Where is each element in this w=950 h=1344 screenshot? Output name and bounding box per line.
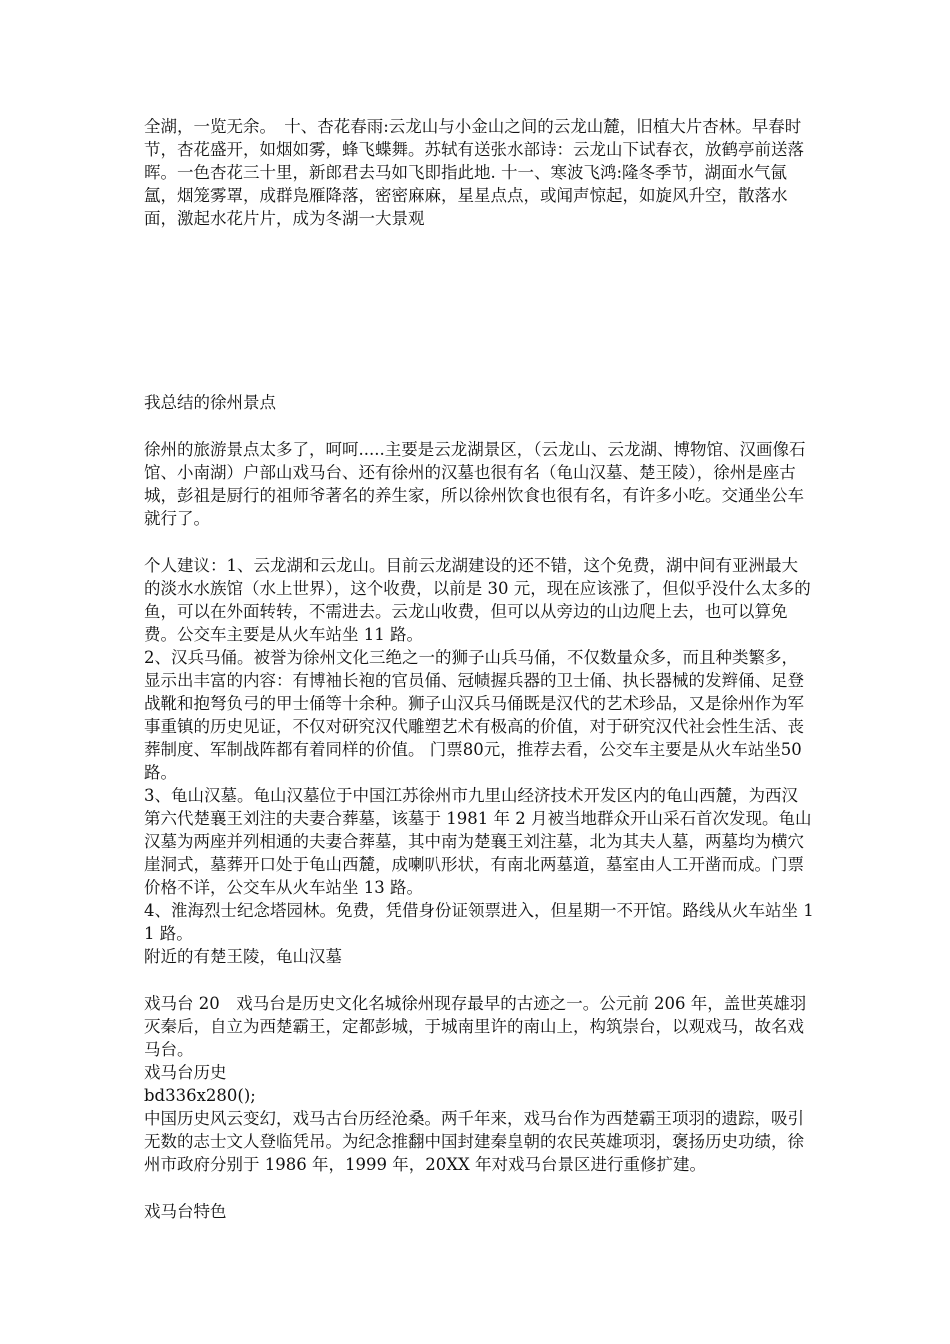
section-block [144, 391, 814, 968]
intro-block [144, 115, 814, 230]
suggestion-2: 2、汉兵马俑。被誉为徐州文化三绝之一的狮子山兵马俑，不仅数量众多，而且种类繁多，显示出丰富的内容：有博袖长袍的官员俑、冠帻握兵器的卫士俑、执长器械的发辫俑、足登战靴和抱弩负弓的甲士俑等十余种。狮子山汉兵马俑既是汉代的艺术珍品，又是徐州作为军事重镇的历史见证，不仅对研究汉代雕塑艺术有极高的价值，对于研究汉代社会性生活、丧葬制度、军制战阵都有着同样的价值。 门票80元，推荐去看，公交车主要是从火车站坐50路。 [144, 648, 804, 782]
nearby-note: 附近的有楚王陵，龟山汉墓 [144, 947, 342, 966]
intro-paragraph: 全湖，一览无余。 十、杏花春雨:云龙山与小金山之间的云龙山麓，旧植大片杏林。早春时节，杏花盛开，如烟如雾，蜂飞蝶舞。苏轼有送张水部诗：云龙山下试春衣，放鹤亭前送落晖。一色杏花三十里，新郎君去马如飞即指此地. 十一、寒波飞鸿:隆冬季节，湖面水气氤氲，烟笼雾罩，成群凫雁降落，密密麻麻，星星点点，或闻声惊起，如旋风升空，散落水面，激起水花片片，成为冬湖一大景观 [144, 117, 804, 228]
ximatai-features-title: 戏马台特色 [144, 1202, 227, 1221]
ximatai-block [144, 992, 814, 1223]
ximatai-history-text: 中国历史风云变幻，戏马古台历经沧桑。两千年来，戏马台作为西楚霸王项羽的遗踪，吸引无数的志士文人登临凭吊。为纪念推翻中国封建秦皇朝的农民英雄项羽，褒扬历史功绩，徐州市政府分别于 1986 年，1999 年，20XX 年对戏马台景区进行重修扩建。 [144, 1109, 804, 1174]
ximatai-intro: 戏马台 20 戏马台是历史文化名城徐州现存最早的古迹之一。公元前 206 年，盖世英雄羽灭秦后，自立为西楚霸王，定都彭城，于城南里许的南山上，构筑崇台，以观戏马，故名戏马台。 [144, 994, 807, 1059]
ximatai-history-title: 戏马台历史 [144, 1063, 227, 1082]
suggestion-4: 4、淮海烈士纪念塔园林。免费，凭借身份证领票进入，但星期一不开馆。路线从火车站坐 11 路。 [144, 901, 814, 943]
suggestion-3: 3、龟山汉墓。龟山汉墓位于中国江苏徐州市九里山经济技术开发区内的龟山西麓，为西汉第六代楚襄王刘注的夫妻合葬墓，该墓于 1981 年 2 月被当地群众开山采石首次发现。龟山汉墓为两座并列相通的夫妻合葬墓，其中南为楚襄王刘注墓，北为其夫人墓，两墓均为横穴崖洞式，墓葬开口处于龟山西麓，成喇叭形状，有南北两墓道，墓室由人工开凿而成。门票价格不详，公交车从火车站坐 13 路。 [144, 786, 812, 897]
summary-paragraph: 徐州的旅游景点太多了，呵呵.....主要是云龙湖景区，（云龙山、云龙湖、博物馆、汉画像石馆、小南湖）户部山戏马台、还有徐州的汉墓也很有名（龟山汉墓、楚王陵），徐州是座古城，彭祖是厨行的祖师爷著名的养生家，所以徐州饮食也很有名，有许多小吃。交通坐公车就行了。 [144, 440, 806, 528]
section-title: 我总结的徐州景点 [144, 393, 276, 412]
ad-code-text: bd336x280(); [144, 1086, 256, 1105]
document-page [144, 115, 814, 1223]
suggestion-1: 个人建议：1、云龙湖和云龙山。目前云龙湖建设的还不错，这个免费，湖中间有亚洲最大的淡水水族馆（水上世界），这个收费，以前是 30 元，现在应该涨了，但似乎没什么太多的鱼，可以在外面转转，不需进去。云龙山收费，但可以从旁边的山边爬上去，也可以算免费。公交车主要是从火车站坐 11 路。 [144, 556, 811, 644]
